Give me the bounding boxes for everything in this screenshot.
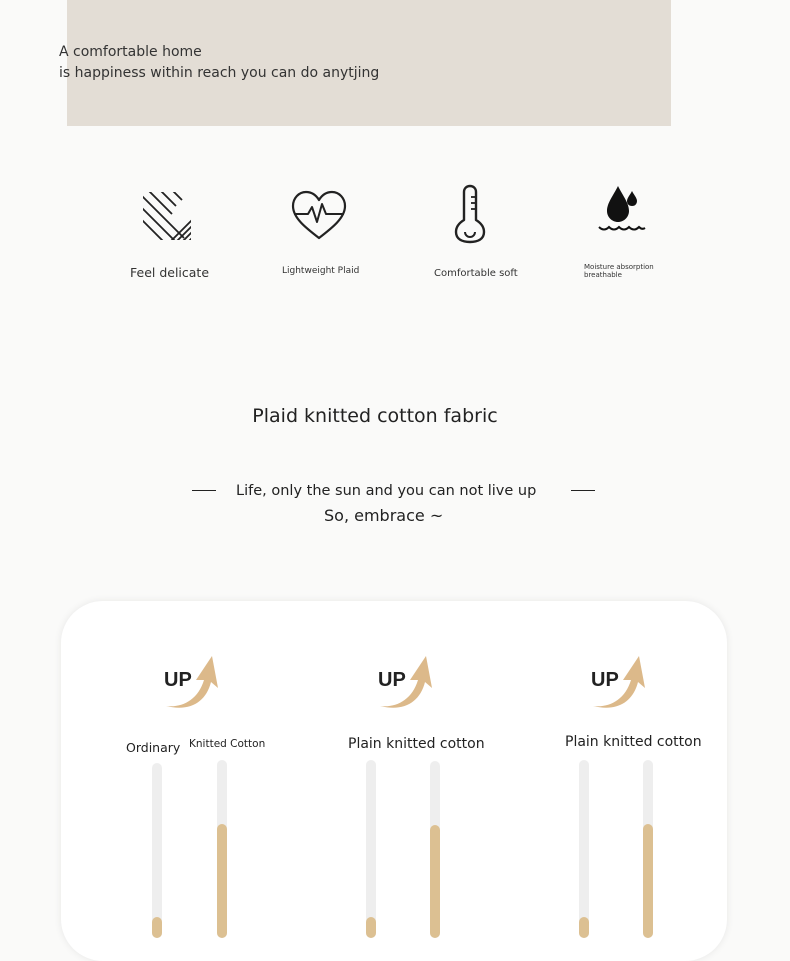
bar-fill xyxy=(579,917,589,938)
feature-comfortable-soft xyxy=(395,184,545,244)
up-arrow-icon xyxy=(374,650,434,712)
feature-label-comfortable-soft: Comfortable soft xyxy=(434,268,518,279)
feature-label-moisture-line-2: breathable xyxy=(584,271,622,279)
feature-moisture-absorption xyxy=(547,184,697,236)
up-arrow-icon xyxy=(587,650,647,712)
bar-fill xyxy=(643,824,653,938)
up-text: UP xyxy=(164,669,192,691)
bar-knitted-cotton xyxy=(217,760,227,938)
feature-lightweight-plaid xyxy=(244,190,394,242)
bar-right xyxy=(430,761,440,938)
bar-fill xyxy=(366,917,376,938)
bar-fill xyxy=(430,825,440,938)
tagline-right-rule xyxy=(571,490,595,491)
subline-text: So, embrace ~ xyxy=(324,506,444,525)
water-drop-icon xyxy=(596,184,648,236)
diagonal-lines-icon xyxy=(142,190,192,242)
bar-left xyxy=(579,760,589,938)
tagline-left-rule xyxy=(192,490,216,491)
banner-line-2: is happiness within reach you can do anytjing xyxy=(59,65,380,81)
up-arrow-icon xyxy=(160,650,220,712)
bar-fill xyxy=(217,824,227,938)
label-plain-knitted-cotton: Plain knitted cotton xyxy=(348,736,485,752)
banner-image xyxy=(67,0,671,126)
up-text: UP xyxy=(591,669,619,691)
bar-right xyxy=(643,760,653,938)
feature-label-moisture-absorption xyxy=(584,263,654,279)
feature-feel-delicate xyxy=(92,190,242,242)
section-title: Plaid knitted cotton fabric xyxy=(252,405,498,427)
feature-label-lightweight-plaid: Lightweight Plaid xyxy=(282,266,360,276)
tagline-text: Life, only the sun and you can not live up xyxy=(236,483,537,499)
heartbeat-icon xyxy=(290,190,348,242)
bar-ordinary xyxy=(152,763,162,938)
feature-label-feel-delicate: Feel delicate xyxy=(130,265,210,280)
bar-fill xyxy=(152,917,162,938)
label-ordinary: Ordinary xyxy=(126,740,181,755)
label-knitted-cotton: Knitted Cotton xyxy=(189,738,266,750)
thermometer-icon xyxy=(450,184,490,244)
label-plain-knitted-cotton: Plain knitted cotton xyxy=(565,734,702,750)
feature-label-moisture-line-1: Moisture absorption xyxy=(584,263,654,271)
banner-line-1: A comfortable home xyxy=(59,44,202,60)
up-text: UP xyxy=(378,669,406,691)
bar-left xyxy=(366,760,376,938)
